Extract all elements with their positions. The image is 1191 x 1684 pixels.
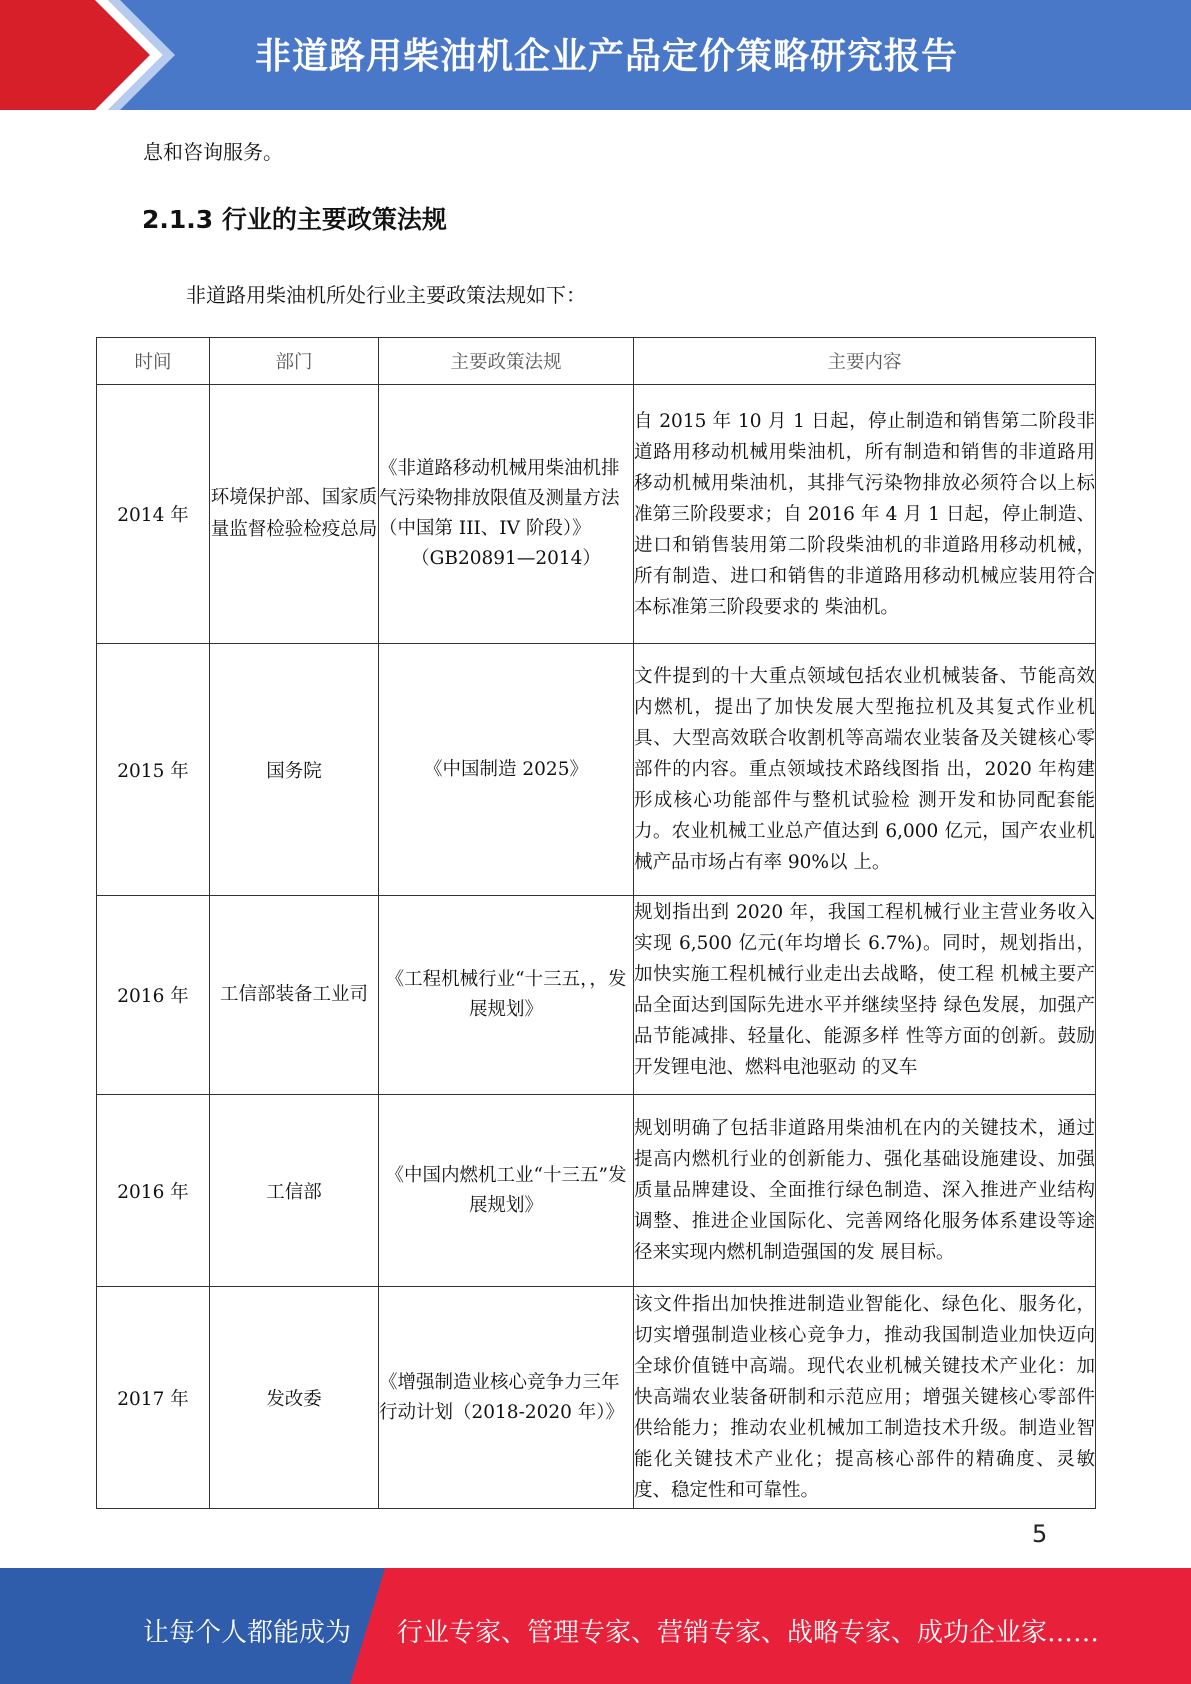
- continuation-text: 息和咨询服务。: [143, 140, 283, 164]
- page-number: 5: [1032, 1520, 1048, 1548]
- header-department: 部门: [210, 338, 379, 385]
- header-policy: 主要政策法规: [379, 338, 634, 385]
- policy-code: （GB20891—2014）: [411, 548, 601, 569]
- cell-time: 2015 年: [97, 644, 210, 896]
- cell-policy: [379, 385, 634, 644]
- cell-time: 2016 年: [97, 896, 210, 1095]
- cell-department: [210, 385, 379, 644]
- policy-name: 《非道路移动机械用柴油机排气污染物排放限值及测量方法（中国第 III、IV 阶段）》: [379, 458, 620, 539]
- report-title: 非道路用柴油机企业产品定价策略研究报告: [255, 36, 959, 77]
- department-text: 工信部装备工业司: [219, 984, 368, 1005]
- cell-time: 2017 年: [97, 1287, 210, 1509]
- department-text: 环境保护部、国家质量监督检验检疫总局: [210, 487, 378, 540]
- cell-content: 文件提到的十大重点领域包括农业机械装备、节能高效内燃机，提出了加快发展大型拖拉机及其复式作业机具、大型高效联合收割机等高端农业装备及关键核心零部件的内容。重点领域技术路线图指 出，2020 年构建形成核心功能部件与整机试验检 测开发和协同配套能力。农业机械工业总产值达到 6,000 亿元，国产农业机械产品市场占有率 90%以 上。: [634, 644, 1096, 896]
- intro-paragraph: 非道路用柴油机所处行业主要政策法规如下：: [186, 283, 586, 307]
- content-clipped: 规划指出到 2020 年，我国工程机械行业主营业务收入实现 6,500 亿元(年均增长 6.7%)。同时，规划指出，加快实施工程机械行业走出去战略，使工程 机械主要产品全面达到国际先进水平并继续坚持 绿色发展，加强产品节能减排、轻量化、能源多样 性等方面的创新。鼓励开发锂电池、燃料电池驱动 的叉车: [634, 901, 1095, 1078]
- header-content: 主要内容: [634, 338, 1096, 385]
- cell-policy: 《增强制造业核心竞争力三年行动计划（2018-2020 年）》: [379, 1287, 634, 1509]
- cell-content: 自 2015 年 10 月 1 日起，停止制造和销售第二阶段非道路用移动机械用柴油机，所有制造和销售的非道路用移动机械用柴油机，其排气污染物排放必须符合以上标准第三阶段要求；自 2016 年 4 月 1 日起，停止制造、进口和销售装用第二阶段柴油机的非道路用移动机械，所有制造、进口和销售的非道路用移动机械应装用符合本标准第三阶段要求的 柴油机。: [634, 385, 1096, 644]
- cell-department: 发改委: [210, 1287, 379, 1509]
- cell-time: 2016 年: [97, 1095, 210, 1287]
- table-row: [97, 1287, 1096, 1509]
- table-row: [97, 896, 1096, 1095]
- table-header-row: [97, 338, 1096, 385]
- section-heading: 2.1.3 行业的主要政策法规: [142, 205, 447, 234]
- footer-slogan-left: 让每个人都能成为: [143, 1618, 352, 1648]
- page-footer: [0, 1568, 1191, 1684]
- cell-time: 2014 年: [97, 385, 210, 644]
- cell-content: [634, 896, 1096, 1095]
- table-row: [97, 644, 1096, 896]
- cell-policy: 《中国内燃机工业“十三五”发展规划》: [379, 1095, 634, 1287]
- cell-policy: 《工程机械行业“十三五，，发 展规划》: [379, 896, 634, 1095]
- cell-department: 工信部: [210, 1095, 379, 1287]
- cell-policy: 《中国制造 2025》: [379, 644, 634, 896]
- page-header: [0, 0, 1191, 110]
- header-time: 时间: [97, 338, 210, 385]
- policy-table: [96, 337, 1096, 1509]
- cell-content: 规划明确了包括非道路用柴油机在内的关键技术，通过提高内燃机行业的创新能力、强化基础设施建设、加强质量品牌建设、全面推行绿色制造、深入推进产业结构调整、推进企业国际化、完善网络化服务体系建设等途径来实现内燃机制造强国的发 展目标。: [634, 1095, 1096, 1287]
- table-row: [97, 385, 1096, 644]
- cell-content: 该文件指出加快推进制造业智能化、绿色化、服务化，切实增强制造业核心竞争力，推动我国制造业加快迈向全球价值链中高端。现代农业机械关键技术产业化：加快高端农业装备研制和示范应用；增强关键核心零部件供给能力；推动农业机械加工制造技术升级。制造业智能化关键技术产业化；提高核心部件的精确度、灵敏度、稳定性和可靠性。: [634, 1287, 1096, 1509]
- table-row: [97, 1095, 1096, 1287]
- cell-department: 国务院: [210, 644, 379, 896]
- cell-department: [210, 896, 379, 1095]
- footer-slogan-right: 行业专家、管理专家、营销专家、战略专家、成功企业家……: [397, 1618, 1100, 1648]
